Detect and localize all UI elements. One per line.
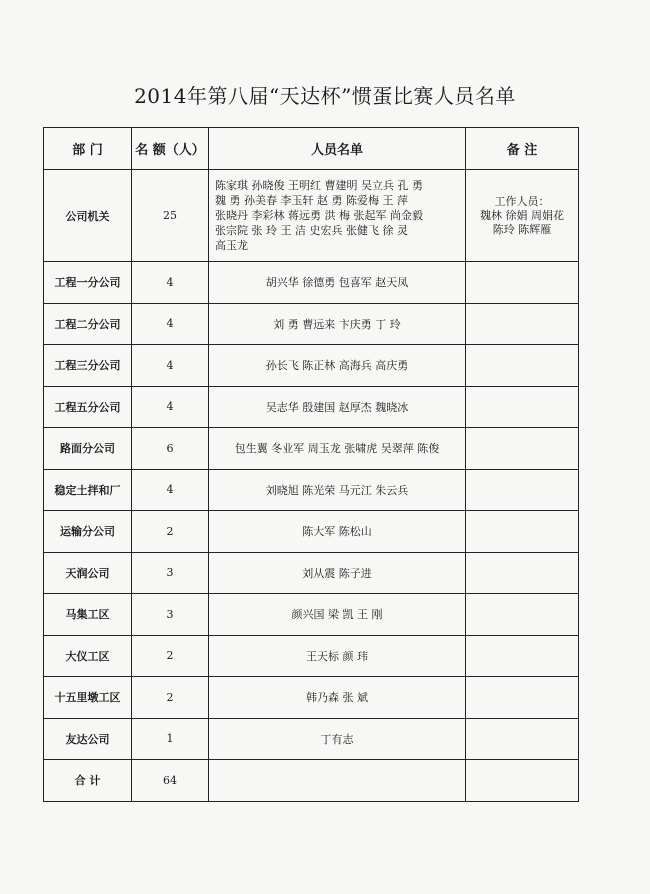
names-cell: 王天标 颜 玮 [209,635,466,677]
remark-line: 工作人员： [494,194,550,208]
remark-cell [466,594,579,636]
document-title: 2014年第八届“天达杯”惯蛋比赛人员名单 [134,84,516,108]
count-cell: 2 [132,511,209,553]
table-row [44,677,579,719]
count-cell: 4 [132,345,209,387]
dept-cell: 友达公司 [44,718,132,760]
names-cell: 刘从震 陈子进 [209,552,466,594]
header-count: 名 额（人） [132,128,209,170]
table-row [44,303,579,345]
remark-cell [466,511,579,553]
count-cell: 64 [132,760,209,802]
table-header-row [44,128,579,170]
names-line: 张晓丹 李彩林 蒋远勇 洪 梅 张起军 尚金毅 [215,209,423,222]
table-row [44,552,579,594]
dept-cell: 工程五分公司 [44,386,132,428]
dept-cell: 工程三分公司 [44,345,132,387]
names-cell: 丁有志 [209,718,466,760]
table-row [44,345,579,387]
table-row [44,428,579,470]
dept-cell: 公司机关 [44,170,132,262]
dept-cell: 运输分公司 [44,511,132,553]
remark-cell [466,262,579,304]
remark-cell [466,635,579,677]
remark-cell [466,345,579,387]
roster-table [43,127,579,802]
header-remark: 备 注 [466,128,579,170]
names-cell: 孙长飞 陈正林 高海兵 高庆勇 [209,345,466,387]
count-cell: 6 [132,428,209,470]
dept-cell: 马集工区 [44,594,132,636]
remark-cell [466,760,579,802]
remark-cell [466,428,579,470]
count-cell: 4 [132,386,209,428]
remark-cell [466,303,579,345]
dept-cell: 稳定土拌和厂 [44,469,132,511]
table-row [44,594,579,636]
remark-cell [466,677,579,719]
dept-cell: 工程一分公司 [44,262,132,304]
names-cell: 陈大军 陈松山 [209,511,466,553]
names-cell: 刘 勇 曹远来 卞庆勇 丁 玲 [209,303,466,345]
names-cell: 颜兴国 梁 凯 王 刚 [209,594,466,636]
header-dept: 部 门 [44,128,132,170]
table-row [44,718,579,760]
table-row [44,262,579,304]
table-row [44,511,579,553]
total-row [44,760,579,802]
table-row [44,386,579,428]
dept-cell: 合 计 [44,760,132,802]
remark-line: 陈玲 陈辉雁 [492,222,552,236]
count-cell: 2 [132,635,209,677]
names-cell [209,760,466,802]
names-cell: 韩乃森 张 斌 [209,677,466,719]
table-row [44,635,579,677]
remark-cell [466,469,579,511]
remark-line: 魏林 徐娟 周娟花 [480,208,564,222]
names-cell: 刘晓旭 陈光荣 马元江 朱云兵 [209,469,466,511]
remark-cell [466,718,579,760]
remark-cell [466,386,579,428]
remark-cell [466,170,579,262]
count-cell: 4 [132,303,209,345]
table-row [44,170,579,262]
names-line: 陈家琪 孙晓俊 王明红 曹建明 吴立兵 孔 勇 [215,179,423,192]
names-line: 魏 勇 孙美春 李玉轩 赵 勇 陈爱梅 王 萍 [215,194,408,207]
dept-cell: 十五里墩工区 [44,677,132,719]
count-cell: 2 [132,677,209,719]
names-cell [209,170,466,262]
names-line: 张宗院 张 玲 王 洁 史宏兵 张健飞 徐 灵 [215,224,408,237]
dept-cell: 工程二分公司 [44,303,132,345]
names-cell: 胡兴华 徐德勇 包喜军 赵天凤 [209,262,466,304]
dept-cell: 天润公司 [44,552,132,594]
remark-cell [466,552,579,594]
names-cell: 包生翼 冬业军 周玉龙 张啸虎 吴翠萍 陈俊 [209,428,466,470]
count-cell: 1 [132,718,209,760]
names-cell: 吴志华 殷建国 赵厚杰 魏晓冰 [209,386,466,428]
count-cell: 25 [132,170,209,262]
dept-cell: 路面分公司 [44,428,132,470]
header-names: 人员名单 [209,128,466,170]
count-cell: 3 [132,552,209,594]
count-cell: 4 [132,469,209,511]
count-cell: 3 [132,594,209,636]
count-cell: 4 [132,262,209,304]
table-row [44,469,579,511]
names-line: 高玉龙 [215,239,248,252]
dept-cell: 大仪工区 [44,635,132,677]
